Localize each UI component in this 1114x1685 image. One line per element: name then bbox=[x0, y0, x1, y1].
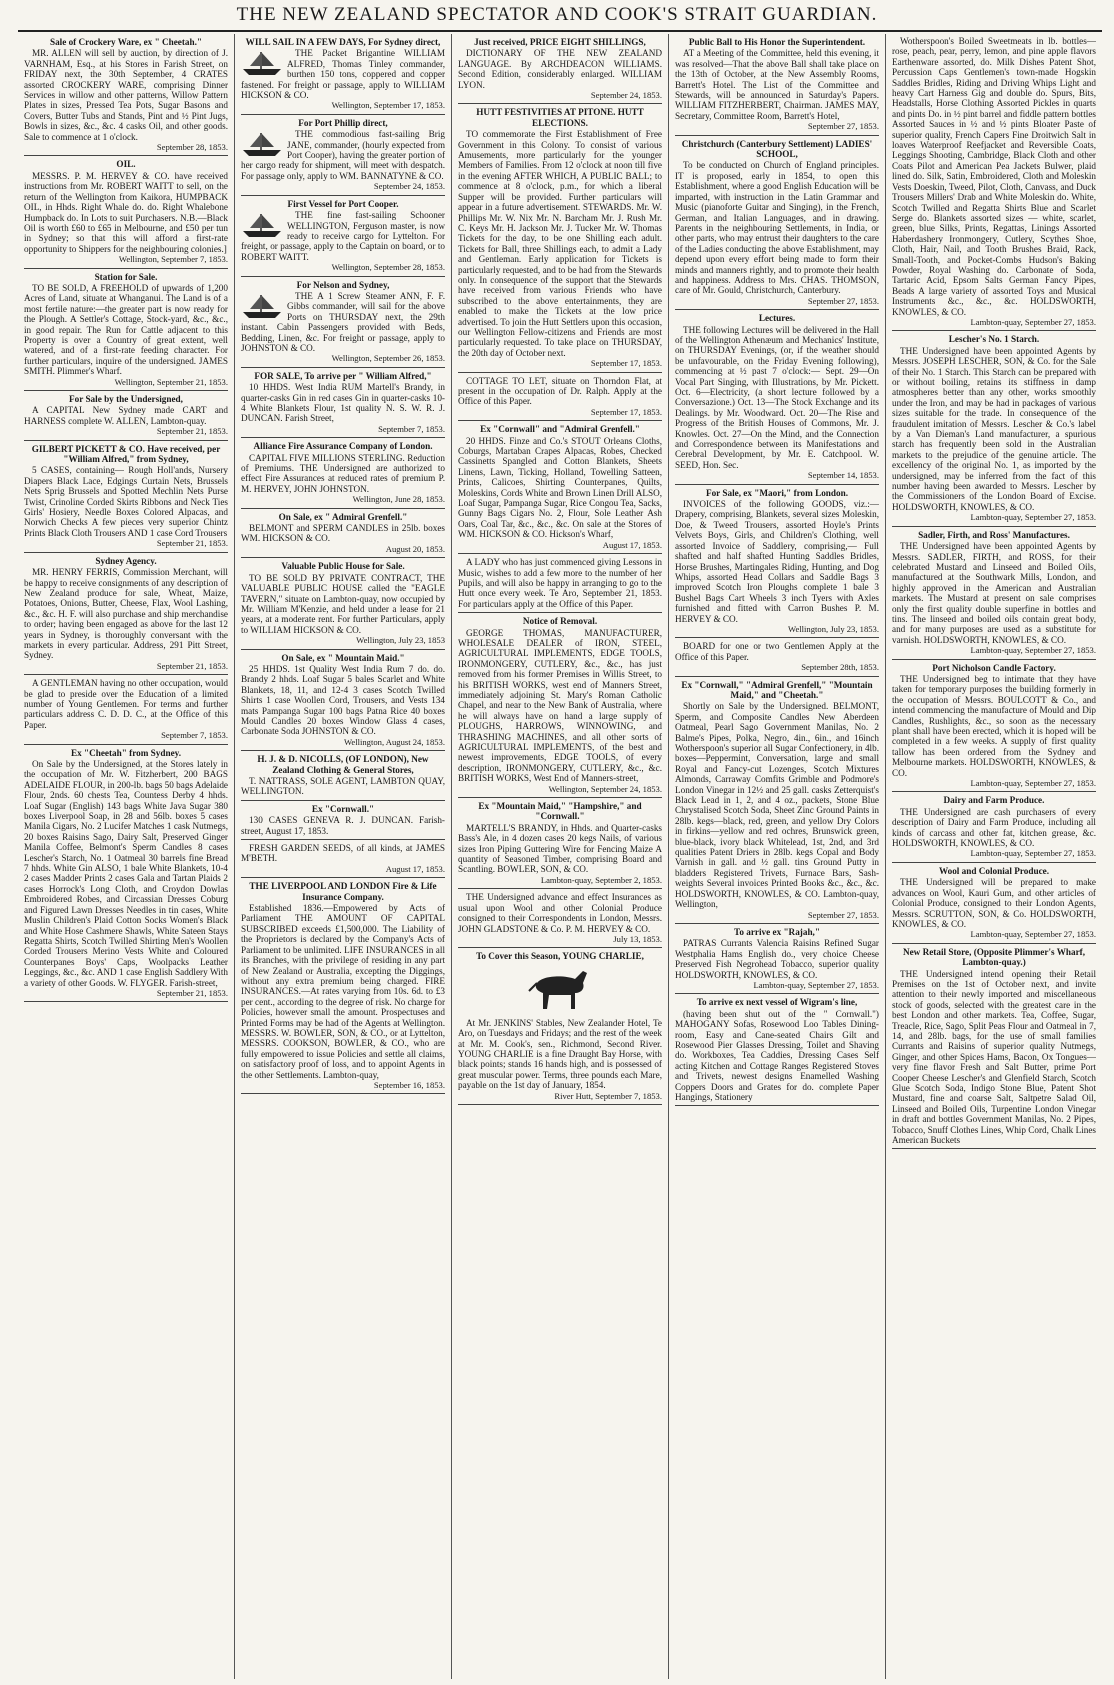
ad-date: September 27, 1853. bbox=[807, 909, 879, 920]
advertisement bbox=[241, 561, 445, 649]
advertisement bbox=[241, 843, 445, 878]
ad-date: September 21, 1853. bbox=[156, 426, 228, 437]
advertisement bbox=[24, 556, 228, 675]
ad-date: Wellington, September 26, 1853. bbox=[331, 353, 445, 364]
ad-body: THE following Lectures will be delivered in the Hall of the Wellington Athenæum and Mechanics' Institute, on THURSDAY Evenings, (or, if the weather should be unfavourable, on the Friday Evening following), commencing at ½ past 7 o'clock:— Sept. 29—On Vocal Part Singing, with Illustrations, by Mr. Pickett. Oct. 6—Electricity, (a short lecture followed by a Conversazione.) Oct. 13—The Stock Exchange and its Dealings. by Mr. Woodward. Oct. 20—The Rise and Progress of the British Houses of Commons, Mr. J. Knowles. Oct. 27—On the Mind, and the Connection and Correspondence between its Manifestations and Cerebral Development, by Mr. E. Catchpool. W. SEED, Hon. Sec. bbox=[675, 324, 879, 470]
ad-body: BOARD for one or two Gentlemen Apply at the Office of this Paper. bbox=[675, 641, 879, 662]
ad-heading: New Retail Store, (Opposite Plimmer's Wharf, Lambton-quay.) bbox=[902, 946, 1086, 968]
ad-body: CAPITAL FIVE MILLIONS STERLING. Reduction of Premiums. THE Undersigned are authorized to effect Fire Assurances at reduced rates of premium P. M. HERVEY, JOHN JOHNSTON. bbox=[241, 452, 445, 494]
advertisement bbox=[241, 37, 445, 115]
ad-heading: THE LIVERPOOL AND LONDON Fire & Life Insurance Company. bbox=[249, 881, 437, 902]
ad-date: Lambton-quay, September 27, 1853. bbox=[970, 645, 1096, 656]
ad-date: September 7, 1853. bbox=[378, 423, 445, 434]
advertisement bbox=[241, 512, 445, 559]
advertisement bbox=[892, 663, 1096, 793]
ad-body: THE Undersigned beg to intimate that they have taken for temporary purposes the building formerly in the occupation of Messrs. BOULCOTT & Co., and intend commencing the manufacture of Mould and Dip Candles, Rushlights, &c., so soon as the necessary plant shall have been erected, which it is hoped will be completed in a few weeks. A supply of first quality tallow has been ordered from the Sydney and Melbourne markets. HOLDSWORTH, KNOWLES, & CO. bbox=[892, 673, 1096, 778]
ad-date: September 28th, 1853. bbox=[801, 662, 879, 673]
ad-date: River Hutt, September 7, 1853. bbox=[554, 1090, 662, 1101]
advertisement bbox=[241, 804, 445, 840]
ad-heading: Sale of Crockery Ware, ex " Cheetah." bbox=[49, 37, 203, 47]
ad-body: PATRAS Currants Valencia Raisins Refined Sugar Westphalia Hams English do., very choice Cheese Preserved Fish Negrohead Tobacco, superior quality HOLDSWORTH, KNOWLES, & CO. bbox=[675, 938, 879, 980]
ad-body: THE Undersigned are cash purchasers of every description of Dairy and Farm Produce, including all kinds of carcass and other fat, kitchen grease, &c. HOLDSWORTH, KNOWLES, & CO. bbox=[892, 806, 1096, 849]
ship-icon bbox=[241, 131, 283, 157]
ad-body: THE Undersigned will be prepared to make advances on Wool, Kauri Gum, and other articles of Colonial Produce, consigned to their London Agents, Messrs. SCRUTTON, SON, & Co. HOLDSWORTH, KNOWLES, & CO. bbox=[892, 877, 1096, 929]
advertisement bbox=[892, 795, 1096, 862]
ad-date: September 21, 1853. bbox=[156, 538, 228, 549]
ad-date: Wellington, June 28, 1853. bbox=[352, 494, 445, 505]
ad-body: THE Undersigned advance and effect Insurances as usual upon Wool and other Colonial Produce consigned to their Correspondents in London, Messrs. JOHN GLADSTONE & Co. P. M. HERVEY & CO. bbox=[458, 892, 662, 934]
ad-body: TO BE SOLD BY PRIVATE CONTRACT, THE VALUABLE PUBLIC HOUSE called the "EAGLE TAVERN," situate on Lambton-quay, now occupied by Mr. William M'Kenzie, and held under a lease for 21 years, at a moderate rent. For further Particulars, apply to WILLIAM HICKSON & CO. bbox=[241, 572, 445, 635]
advertisement bbox=[458, 616, 662, 798]
ad-body: MR. ALLEN will sell by auction, by direction of J. VARNHAM, Esq., at his Stores in Farish Street, on FRIDAY next, the 30th September, 4 CRATES assorted CROCKERY WARE, comprising Dinner Services in willow and other patterns, Willow Pattern Plates in sizes, Pressed Tea Pots, Sugar Basons and Covers, Butter Tubs and Stands, Pint and ½ Pint Jugs, Bowls in sizes, &c., &c. 4 casks Oil, and other goods. Sale to commence at 1 o'clock. bbox=[24, 48, 228, 142]
ad-body: Established 1836.—Empowered by Acts of Parliament THE AMOUNT OF CAPITAL SUBSCRIBED exceeds £1,500,000. The Liability of the Proprietors is declared by the Company's Acts of Parliament to be unlimited. LIFE INSURANCES in all its Branches, with the privilege of residing in any part of New Zealand or Australia, excepting the Diggings, without any extra premium being charged. FIRE INSURANCES.—At rates varying from 10s. 6d. to £3 per cent., according to the degree of risk. No charge for Policies, however small the amount. Prospectuses and Printed Forms may be had of the Agents at Wellington. MESSRS. W. BOWLER, SON, & CO., or at Lyttelton, MESSRS. COOKSON, BOWLER, & CO., who are fully empowered to issue Policies and settle all claims, on satisfactory proof of loss, and to appoint Agents in the other Settlements. Lambton-quay, bbox=[241, 903, 445, 1080]
ad-body: To be conducted on Church of England principles. IT is proposed, early in 1854, to open this Establishment, where a good English Education will be imparted, with instruction in the Latin Grammar and Music (pianoforte Guitar and Singing), in the French, German, and Italian Languages, and in drawing. Parents in the neighbouring Settlements, in India, or other parts, who may entrust their daughters to the care of the Ladies conducting the above Establishment, may depend upon every effort being made to form their minds and manners rightly, and to promote their health and happiness. Address to Mrs. CHAS. THOMSON, care of Mr. Gould, Christchurch, Canterbury. bbox=[675, 160, 879, 296]
ad-body: Wotherspoon's Boiled Sweetmeats in lb. bottles—rose, peach, pear, perry, lemon, and pine apple flavors Earthenware assorted, do. Milk Dishes Patent Shot, Percussion Caps Gentlemen's town-made Hogskin Saddles Bridles, Riding and Driving Whips Light and heavy Cart Harness Gig and double do. Spurs, Bits, Headstalls, Horse Clothing Assorted Pickles in quarts and pints Do. in ½ pint barrel and fiddle pattern bottles Assorted Sauces in ½ and ½ pints Bloater Paste of superior quality, French Capers Fine Droitwich Salt in loaves Waterproof Reefjacket and Reversible Coats, Leggings Shooting, Cambridge, Black Cloth and other Coats Pilot and American Pea Jackets Bulwer, plaid lined do. Silk, Satin, Embroidered, Cloth and Moleskin Vests Doeskin, Tweed, Pilot, Cloth, Canvass, and Duck Trousers Millers' Drab and White Moleskin do. White, Scotch Twilled and Regatta Shirts Blue and Scarlet Serge do. Blankets assorted sizes — white, scarlet, green, blue Silks, Prints, Regattas, Linings Assorted Haberdashery Ironmongery, Cutlery, Scythes Shoe, Cloth, Hair, Nail, and Tooth Brushes Braid, Rack, Small-Tooth, and Pocket-Combs Hudson's Baking Powder, Royal Washing do. Carbonate of Soda, Tartaric Acid, Epsom Salts German Fancy Pipes, Beads A large variety of assorted Toys and Musical Instruments &c., &c., &c. HOLDSWORTH, KNOWLES, & CO. bbox=[892, 36, 1096, 317]
ad-heading: To arrive ex "Rajah," bbox=[734, 926, 820, 937]
advertisement bbox=[675, 139, 879, 311]
ad-body: 10 HHDS. West India RUM Martell's Brandy, in quarter-casks Gin in red cases Gin in quarter-casks 10-4 White Blankets Flour, 1st quality N. S. W. R. J. DUNCAN. Farish Street, bbox=[241, 382, 445, 424]
ad-date: September 17, 1853. bbox=[590, 358, 662, 369]
masthead-title: THE NEW ZEALAND SPECTATOR AND COOK'S STRAIT GUARDIAN. bbox=[236, 4, 878, 25]
ad-body: COTTAGE TO LET, situate on Thorndon Flat, at present in the occupation of Dr. Ralph. Apply at the Office of this Paper. bbox=[458, 375, 662, 407]
ad-heading: For Nelson and Sydney, bbox=[296, 279, 390, 290]
ad-body: A CAPITAL New Sydney made CART and HARNESS complete W. ALLEN, Lambton-quay. bbox=[24, 405, 228, 426]
ad-heading: Ex "Cornwall" and "Admiral Grenfell." bbox=[480, 424, 640, 435]
ad-date: Wellington, September 28, 1853. bbox=[331, 262, 445, 273]
ad-date: Lambton-quay, September 2, 1853. bbox=[540, 874, 662, 885]
ad-heading: Alliance Fire Assurance Company of London. bbox=[253, 441, 433, 452]
ad-body: THE Undersigned have been appointed Agents by Messrs. JOSEPH LESCHER, SON, & Co. for the Sale of their No. 1 Starch. This Starch can be prepared with or without boiling, retains its stiffness in damp atmospheres better than any other, works smoothly under the Iron, and may be had in packages of various sizes suitable for the trade. In consequence of the fraudulent imitation of Messrs. Lescher & Co.'s label by a Van Dieman's Land manufacturer, a spurious starch has frequently been sold in the Australian markets to the prejudice of the genuine article. The excellency of the original No. 1, as imported by the undersigned, may be inferred from the fact of this number having been awarded to Messrs. Lescher by the Commissioners of the London Board of Excise. HOLDSWORTH, KNOWLES, & CO. bbox=[892, 345, 1096, 512]
advertisement bbox=[241, 280, 445, 368]
column-5 bbox=[885, 34, 1102, 1679]
ad-date: Wellington, July 23, 1853 bbox=[356, 635, 445, 646]
advertisement bbox=[892, 334, 1096, 526]
advertisement bbox=[24, 159, 228, 268]
ad-heading: On Sale, ex " Mountain Maid." bbox=[281, 652, 405, 663]
advertisement bbox=[24, 678, 228, 744]
ad-date: Lambton-quay, September 27, 1853. bbox=[753, 979, 879, 990]
ad-body: THE commodious fast-sailing Brig JANE, commander, (hourly expected from Port Cooper), having the greater portion of her cargo ready for shipment, will meet with despatch. For passage only, apply to WM. BANNATYNE & CO. bbox=[241, 129, 445, 181]
ad-body: TO commemorate the First Establishment of Free Government in this Colony. To consist of various Amusements, more particularly for the younger Members of Families. From 12 o'clock at noon till five in the evening AFTER WHICH, A PUBLIC BALL; to commence at 8 o'clock, p.m., for which a liberal Supper will be provided. Further particulars will appear in a future advertisement. STEWARDS. Mr. W. Phillips Mr. W. Nix Mr. N. Barcham Mr. J. Rush Mr. C. Keys Mr. H. Jackson Mr. J. Tucker Mr. W. Thomas Tickets for the day, to be one Shilling each adult. Tickets for Ball, three Shillings each, to admit a Lady and Gentleman. Early application for Tickets is particularly requested, and to be had from the Stewards only. In consequence of the support that the Stewards have received from various Friends who have subscribed to the above entertainments, they are enabled to make the Tickets at the low price advertised. To join the Hutt Settlers upon this occasion, our Wellington Fellow-citizens and Friends are most particularly requested. To take place on THURSDAY, the 20th day of October next. bbox=[458, 129, 662, 358]
column-2 bbox=[234, 34, 451, 1679]
advertisement bbox=[458, 557, 662, 613]
advertisement bbox=[24, 394, 228, 441]
ad-heading: Sadler, Firth, and Ross' Manufactures. bbox=[918, 529, 1070, 540]
ad-date: Wellington, July 23, 1853. bbox=[788, 623, 879, 634]
ad-date: Lambton-quay, September 27, 1853. bbox=[970, 778, 1096, 789]
advertisement bbox=[24, 37, 228, 156]
ad-date: Wellington, September 17, 1853. bbox=[331, 100, 445, 111]
ad-heading: FOR SALE, To arrive per " William Alfred," bbox=[254, 370, 432, 381]
ad-body: 130 CASES GENEVA R. J. DUNCAN. Farish-street, August 17, 1853. bbox=[241, 815, 445, 836]
ad-body: On Sale by the Undersigned, at the Stores lately in the occupation of Mr. W. Fitzherbert, 200 BAGS ADELAIDE FLOUR, in 200-lb. bags 50 bags Adelaide Flour, 2nds. 60 chests Tea, Countess Derby 4 hhds. Loaf Sugar (English) 143 bags White Java Sugar 380 boxes Liverpool Soap, in 28 and 56lb. boxes 5 cases Manila Cigars, No. 2 Lucifer Matches 1 cask Nutmegs, 20 boxes Raisins Sago, Dairy Salt, Preserved Ginger Manila Coffee, Belmont's Sperm Candles 8 cases Lescher's Starch, No. 1 Oatmeal 30 barrels fine Bread 7 hhds. White Gin ALSO, 1 bale White Blankets, 10-4 2 cases Madder Prints 2 cases Gala and Tartan Plaids 2 cases Horrock's Long Cloth, and Croydon Dowlas Embroidered Robes, and Circassian Dresses Coburg and Figured Lawn Dresses Needles in tin cases, White Muslin Children's Plaid Cotton Socks Women's Black and White Hose Cashmere Shawls, White Sateen Stays Regatta Shirts, Scotch Twilled Shirting Men's Woollen Corded Trousers Merino Vests White and Coloured Counterpanes Boys' Caps, Woolpacks Leather Leggings, &c., &c. AND 1 case English Saddlery With a variety of other Goods. W. FLYGER. Farish-street, bbox=[24, 759, 228, 988]
advertisement bbox=[458, 801, 662, 889]
ad-heading: H. J. & D. NICOLLS, (OF LONDON), New Zealand Clothing & General Stores, bbox=[257, 754, 429, 775]
columns bbox=[18, 34, 1102, 1679]
ad-body: BELMONT and SPERM CANDLES in 25lb. boxes WM. HICKSON & CO. bbox=[241, 523, 445, 544]
ad-heading: Ex "Cornwall." bbox=[311, 803, 375, 814]
ad-body: Shortly on Sale by the Undersigned. BELMONT, Sperm, and Composite Candles New Aberdeen Oatmeal, Pearl Sago Government Manilas, No. 2 Balme's Pipes, Polka, Negro, 4in., 6in., and 16inch Wotherspoon's superior all Sugar Confectionery, in 4lb. boxes—Peppermint, Conversation, large and small Royal and Fancy-cut Lozenges, Scotch Mixtures Almonds, Carraway Comfits Grimble and Podmore's London Vinegar in 12½ and 25 gall. casks Zetterquist's Black Lead in 1, 2, and 4 oz., packets, Stone Blue Chrystalised Scotch Soda, Sheet Zinc Ground Paints in 28lb. kegs—black, red, green, and yellow Dry Colors in firkins—yellow and red ochres, Brunswick green, blue-black, ivory black Whitelead, 1st, 2nd, and 3rd qualities Patent Driers in 28lb. kegs Copal and Body Varnish in gall. and ½ gall. tins Ground Putty in bladders Registered Trivets, Furnace Bars, Sash-weights Several invoices Printed Books &c., &c., &c. HOLDSWORTH, KNOWLES, & CO. Lambton-quay, Wellington, bbox=[675, 701, 879, 910]
ship-icon bbox=[241, 293, 283, 319]
ad-date: September 16, 1853. bbox=[373, 1079, 445, 1090]
ship-icon bbox=[241, 50, 283, 76]
advertisement bbox=[675, 927, 879, 994]
ad-heading: For Port Phillip direct, bbox=[298, 117, 388, 128]
ad-heading: Just received, PRICE EIGHT SHILLINGS, bbox=[474, 37, 646, 47]
ad-heading: Wool and Colonial Produce. bbox=[938, 865, 1050, 876]
ad-body: MESSRS. P. M. HERVEY & CO. have received instructions from Mr. ROBERT WAITT to sell, on the return of the Wellington from Kaikora, HUMPBACK OIL, in Hhds. Right Whale do. do. Right Whalebone Humpback do. In Lots to suit Purchasers. N.B.—Black Oil is worth £60 to £65 in Melbourne, and £50 per tun in Sydney; so that this will afford a first-rate opportunity to Shippers for the neighbouring colonies.] bbox=[24, 170, 228, 254]
advertisement bbox=[24, 748, 228, 1003]
ad-body: DICTIONARY OF THE NEW ZEALAND LANGUAGE. By ARCHDEACON WILLIAMS. Second Edition, considerably enlarged. WILLIAM LYON. bbox=[458, 48, 662, 90]
ad-body: At Mr. JENKINS' Stables, New Zealander Hotel, Te Aro, on Tuesdays and Fridays; and the rest of the week at Mr. M. Cook's, sen., Richmond, Second River. YOUNG CHARLIE is a fine Draught Bay Horse, with black points; stands 16 hands high, and is possessed of great muscular power. Terms, three pounds each Mare, payable on the 1st day of January, 1854. bbox=[458, 1017, 662, 1091]
ad-date: September 21, 1853. bbox=[156, 987, 228, 998]
ad-body: FRESH GARDEN SEEDS, of all kinds, at JAMES M'BETH. bbox=[241, 843, 445, 864]
ad-date: Lambton-quay, September 27, 1853. bbox=[970, 316, 1096, 327]
ad-date: Lambton-quay, September 27, 1853. bbox=[970, 848, 1096, 859]
ad-date: July 13, 1853. bbox=[613, 933, 662, 944]
ad-date: Lambton-quay, September 27, 1853. bbox=[970, 512, 1096, 523]
ad-body: MR. HENRY FERRIS, Commission Merchant, will be happy to receive consignments of any description of New Zealand produce for sale, Wheat, Maize, Potatoes, Onions, Butter, Cheese, Flax, Wool Lashing, &c., &c. H. F. will also purchase and ship merchandise to order; having been engaged as above for the last 12 years in Sydney, is thoroughly conversant with the markets in every particular. Address, 291 Pitt Street, Sydney. bbox=[24, 567, 228, 661]
advertisement bbox=[24, 272, 228, 391]
ad-heading: To arrive ex next vessel of Wigram's line, bbox=[696, 997, 858, 1008]
ad-heading: To Cover this Season, YOUNG CHARLIE, bbox=[476, 951, 644, 962]
advertisement bbox=[892, 36, 1096, 331]
ad-date: September 24, 1853. bbox=[373, 181, 445, 192]
ad-date: August 17, 1853. bbox=[602, 539, 662, 550]
ad-heading: Lescher's No. 1 Starch. bbox=[948, 334, 1040, 345]
advertisement bbox=[241, 881, 445, 1094]
ad-date: August 17, 1853. bbox=[385, 863, 445, 874]
ad-heading: Port Nicholson Candle Factory. bbox=[932, 662, 1056, 673]
ship-icon bbox=[241, 212, 283, 238]
ad-heading: Lectures. bbox=[758, 313, 796, 324]
ad-heading: Notice of Removal. bbox=[522, 616, 598, 627]
advertisement bbox=[458, 376, 662, 422]
advertisement bbox=[892, 866, 1096, 944]
advertisement bbox=[675, 488, 879, 639]
ad-date: Lambton-quay, September 27, 1853. bbox=[970, 929, 1096, 940]
ad-date: September 21, 1853. bbox=[156, 660, 228, 671]
ad-date: September 27, 1853. bbox=[807, 295, 879, 306]
ad-body: GEORGE THOMAS, MANUFACTURER, WHOLESALE DEALER of IRON, STEEL, AGRICULTURAL IMPLEMENTS, EDGE TOOLS, IRONMONGERY, CUTLERY, &c., &c., has just removed from his former Premises in Willis Street, to his BRITISH WORKS, west end of Manners Street, immediately adjoining St. Mary's Roman Catholic Chapel, and near to the New Bank of Australia, where he will always have on hand a large supply of PLOUGHS, HARROWS, WINNOWING, and THRASHING MACHINES, and all other sorts of AGRICULTURAL IMPLEMENTS, of the best and newest improvements, EDGE TOOLS, of every description, IRONMONGERY, CUTLERY, &c., &c. BRITISH WORKS, West End of Manners-street, bbox=[458, 627, 662, 784]
ad-date: Wellington, August 24, 1853. bbox=[343, 736, 445, 747]
advertisement bbox=[241, 653, 445, 752]
advertisement bbox=[241, 371, 445, 438]
ad-body: 5 CASES, containing— Rough Holl'ands, Nursery Diapers Black Lace, Edgings Curtain Nets, Brussels Nets Sprig Brussels and Spotted Mechlin Nets Purse Twist, Crinoline Corded Skirts Ribbons and Neck Ties Girls' Hosiery, Needle Boxes Colored Alpacas, and Norwich Checks A few pieces very superior Chintz Prints Black Cloth Trousers AND 1 case Cord Trousers bbox=[24, 465, 228, 538]
advertisement bbox=[892, 947, 1096, 1150]
ad-date: September 14, 1853. bbox=[807, 470, 879, 481]
ad-body: A GENTLEMAN having no other occupation, would be glad to preside over the Education of a limited number of Young Gentlemen. For terms and further particulars address C. D. D. C., at the Office of this Paper. bbox=[24, 678, 228, 730]
advertisement bbox=[458, 424, 662, 554]
ad-body: (having been shut out of the " Cornwall.") MAHOGANY Sofas, Rosewood Loo Tables Dining-room, Easy and Cane-seated Chairs Gilt and Rosewood Pier Glasses Dressing, Toilet and Shaving do. Workboxes, Tea Caddies, Dressing Cases Self acting Kitchen and Cottage Ranges Registered Stoves and Trivets, newest designs Enamelled Washing Coppers Doors and Grates for do. complete Paper Hangings, Stationery bbox=[675, 1008, 879, 1102]
ad-heading: Ex "Cheetah" from Sydney. bbox=[70, 747, 182, 758]
ad-body: A LADY who has just commenced giving Lessons in Music, wishes to add a few more to the number of her Pupils, and will also be happy in arranging to go to the Hutt once every week. Te Aro, September 21, 1853. For particulars apply at the Office of this Paper. bbox=[458, 557, 662, 609]
ad-heading: Dairy and Farm Produce. bbox=[943, 795, 1045, 806]
advertisement bbox=[458, 892, 662, 948]
ad-body: AT a Meeting of the Committee, held this evening, it was resolved—That the above Ball shall take place on the 13th of October, at the New Assembly Rooms, Barrett's Hotel. The List of the Committee and Stewards, will be announced in Saturday's Papers. WILLIAM FITZHERBERT, Chairman. JAMES MAY, Secretary, Committee Room, Barrett's Hotel, bbox=[675, 48, 879, 121]
ad-heading: Ex "Mountain Maid," "Hampshire," and "Cornwall." bbox=[478, 801, 642, 822]
ad-body: INVOICES of the following GOODS, viz.:— Drapery, comprising, Blankets, several sizes Moleskin, Doe, & Tweed Trousers, assorted Hoyle's Prints Velvets Boys, Girls, and Children's Clothing, well assorted Invoice of Saddlery, comprising,— Full shafted and half shafted Hunting Saddles Bridles, Horse Brushes, Martingales Riding, Hunting, and Dog Whips, assorted Head Collars and Saddle Bags 3 improved Scotch Iron Ploughs complete 1 bale 3 Bushel Bags Cart Wheels 3 inch Tyers with Axles furnished and fitted with Carron Bushes P. M. HERVEY & CO. bbox=[675, 499, 879, 624]
ad-heading: On Sale, ex " Admiral Grenfell." bbox=[278, 511, 408, 522]
ad-heading: For Sale, ex "Maori," from London. bbox=[705, 487, 849, 498]
ad-date: September 27, 1853. bbox=[807, 121, 879, 132]
advertisement bbox=[675, 313, 879, 485]
advertisement bbox=[675, 997, 879, 1106]
column-1 bbox=[18, 34, 234, 1679]
ad-date: September 28, 1853. bbox=[156, 142, 228, 153]
ad-body: THE Undersigned have been appointed Agents by Messrs. SADLER, FIRTH, and ROSS, for their celebrated Mustard and Linseed and Boiled Oils, manufactured at the Southwark Mills, London, and highly approved in the American and Australian markets. The Mustard at present on sale comprises only the first quality double superfine in bottles and tins. The linseed and boiled oils contain great body, and for many purposes are used as a substitute for varnish. HOLDSWORTH, KNOWLES, & CO. bbox=[892, 541, 1096, 645]
horse-icon bbox=[525, 965, 595, 1015]
ad-body: THE Packet Brigantine WILLIAM ALFRED, Thomas Tinley commander, burthen 150 tons, coppered and copper fastened. For freight or passage, apply to WILLIAM HICKSON & CO. bbox=[241, 48, 445, 101]
ad-body: TO BE SOLD, A FREEHOLD of upwards of 1,200 Acres of Land, situate at Whanganui. The Land is of a most fertile nature:—the greater part is now ready for the Plough. A Settler's Cottage, Stock-yard, &c., &c., in good repair. The Run for Cattle adjacent to this Property is over a Country of great extent, well watered, and of a first-rate feeding character. For further particulars, inquire of the undersigned. JAMES SMITH. Plimmer's Wharf. bbox=[24, 282, 228, 377]
ad-body: THE A 1 Screw Steamer ANN, F. F. Gibbs commander, will sail for the above Ports on THURSDAY next, the 29th instant. Cabin Passengers provided with Beds, Bedding, Linen, &c. For freight or passage, apply to JOHNSTON & CO. bbox=[241, 290, 445, 353]
ad-heading: Christchurch (Canterbury Settlement) LADIES' SCHOOL, bbox=[681, 138, 873, 160]
advertisement bbox=[24, 444, 228, 553]
masthead-rule bbox=[18, 30, 1102, 32]
ad-body: T. NATTRASS, SOLE AGENT, LAMBTON QUAY, WELLINGTON. bbox=[241, 776, 445, 797]
advertisement bbox=[458, 951, 662, 1105]
ad-heading: Public Ball to His Honor the Superintendent. bbox=[688, 37, 866, 47]
ad-heading: HUTT FESTIVITIES AT PITONE. HUTT ELECTIONS. bbox=[476, 107, 644, 128]
ad-body: THE fine fast-sailing Schooner WELLINGTON, Ferguson master, is now ready to receive cargo for Lyttelton. For freight, or passage, apply to the Captain on board, or to ROBERT WAITT. bbox=[241, 210, 445, 262]
column-4 bbox=[668, 34, 885, 1679]
ad-heading: WILL SAIL IN A FEW DAYS, For Sydney direct, bbox=[245, 37, 441, 47]
advertisement bbox=[675, 37, 879, 136]
ad-date: September 17, 1853. bbox=[590, 406, 662, 417]
ad-heading: For Sale by the Undersigned, bbox=[69, 394, 183, 404]
ad-heading: OIL. bbox=[116, 159, 136, 170]
advertisement bbox=[241, 441, 445, 508]
ad-date: Wellington, September 24, 1853. bbox=[548, 783, 662, 794]
ad-body: 20 HHDS. Finze and Co.'s STOUT Orleans Cloths, Coburgs, Martaban Crapes Alpacas, Robes, Checked Cassinetts Spangled and Cotton Blankets, Sheets Linens, Lawn, Ticking, Holland, Towelling Satteen, Prints, Calicoes, Shirting Counterpanes, Quilts, Moleskins, Cords White and Brown Linen Drill ALSO, Loaf Sugar, Pampanga Sugar, Rice Congou Tea, Sacks, Gunny Bags Cigars No. 2, Flour, Sole Leather Ash Oars, Coal Tar, &c., &c., &c. On sale at the Stores of WM. HICKSON & CO. Hickson's Wharf, bbox=[458, 435, 662, 540]
advertisement bbox=[458, 37, 662, 104]
ad-date: September 24, 1853. bbox=[590, 90, 662, 101]
ad-heading: GILBERT PICKETT & CO. Have received, per "William Alfred," from Sydney, bbox=[31, 443, 221, 465]
advertisement bbox=[241, 754, 445, 801]
advertisement bbox=[241, 199, 445, 277]
advertisement bbox=[892, 530, 1096, 660]
ad-body: MARTELL'S BRANDY, in Hhds. and Quarter-casks Bass's Ale, in 4 dozen cases 20 kegs Nails, of various sizes Iron Piping Guttering Wire for Fencing Maize A quantity of Seasoned Timber, comprising Board and Scantling. BOWLER, SON, & CO. bbox=[458, 822, 662, 875]
ad-heading: Valuable Public House for Sale. bbox=[281, 561, 405, 572]
advertisement bbox=[241, 118, 445, 196]
ad-date: August 20, 1853. bbox=[385, 543, 445, 554]
ad-date: Wellington, September 7, 1853. bbox=[118, 254, 228, 265]
ad-heading: First Vessel for Port Cooper. bbox=[287, 198, 399, 209]
ad-heading: Ex "Cornwall," "Admiral Grenfell," "Mountain Maid," and "Cheetah." bbox=[681, 679, 873, 700]
ad-body: THE Undersigned intend opening their Retail Premises on the 1st of October next, and invite attention to their newly imported and miscellaneous stock of goods, selected with the greatest care in the best London and other markets. Tea, Coffee, Sugar, Treacle, Rice, Sago, Split Peas Flour and Oatmeal in 7, 14, and 28lb. bags, for the use of small families Currants and Raisins of superior quality Nutmegs, Ginger, and other Spices Hams, Bacon, Ox Tongues—very fine flavor Fresh and Salt Butter, prime Port Cooper Cheese Lescher's and Glenfield Starch, Scotch Glue Scotch Soda, Indigo Stone Blue, Patent Shot Mustard, fine and coarse Salt, Saltpetre Salad Oil, Linseed and Boiled Oils, Turpentine London Vinegar in draft and bottles Government Manilas, No. 2 Pipes, Tobacco, Snuff Clothes Lines, Whip Cord, Chalk Lines American Buckets bbox=[892, 968, 1096, 1146]
ad-body: 25 HHDS. 1st Quality West India Rum 7 do. do. Brandy 2 hhds. Loaf Sugar 5 bales Scarlet and White Blankets, 18, 11, and 12-4 3 cases Scotch Twilled Shirts 1 case Woollen Cord, Trousers, and Vests 134 mats Pampanga Sugar 100 bags Patna Rice 40 boxes Mould Candles 20 boxes Window Glass 4 cases, Carbonate Soda JOHNSTON & CO. bbox=[241, 663, 445, 737]
ad-date: Wellington, September 21, 1853. bbox=[114, 376, 228, 387]
ad-date: September 7, 1853. bbox=[161, 730, 228, 741]
advertisement bbox=[675, 641, 879, 676]
advertisement bbox=[675, 680, 879, 924]
ad-heading: Sydney Agency. bbox=[95, 555, 157, 566]
ad-heading: Station for Sale. bbox=[94, 271, 158, 282]
advertisement bbox=[458, 107, 662, 372]
column-3 bbox=[451, 34, 668, 1679]
